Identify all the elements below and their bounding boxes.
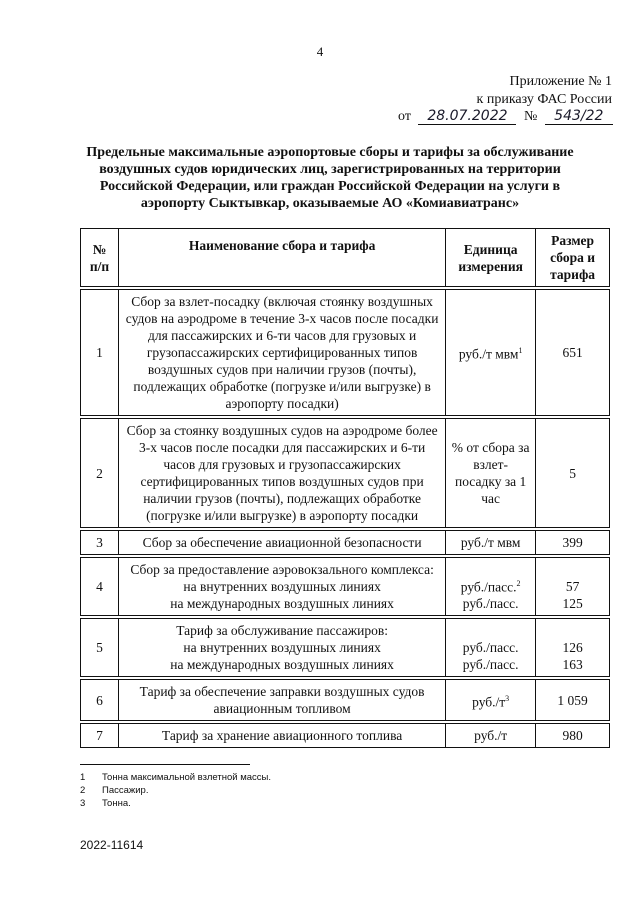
footnote-ref: 1: [518, 346, 523, 356]
unit-text: руб./пасс.: [460, 579, 517, 594]
row-unit: % от сбора за взлет-посадку за 1 час: [446, 419, 536, 528]
row-name: [119, 558, 446, 616]
tariff-table: [80, 228, 610, 748]
order-date-number: [398, 109, 613, 125]
footnote-mark: 1: [80, 772, 86, 783]
unit-text: руб./пасс.: [462, 640, 519, 655]
row-name: Сбор за стоянку воздушных судов на аэродроме более 3-х часов после посадки для пассажирских и 6-ти часов для грузовых и грузопассажирских сертифицированных типов воздушных судов при наличии грузов (почты), подлежащих обработке (погрузке и/или выгрузке) в аэропорту посадки: [119, 419, 446, 528]
appendix-order-ref: к приказу ФАС России: [476, 92, 612, 107]
row-unit: [446, 558, 536, 616]
row-value: 651: [536, 290, 610, 416]
table-row: [81, 558, 610, 616]
appendix-header: [352, 73, 612, 109]
footnote-ref: 3: [505, 693, 510, 703]
unit-text: руб./пасс.: [462, 657, 519, 672]
footnote-ref: 2: [516, 578, 521, 588]
table-row: [81, 619, 610, 677]
unit-text: руб./пасс.: [462, 596, 519, 611]
row-value: [536, 558, 610, 616]
footnote-text: Тонна.: [102, 798, 131, 809]
handwritten-date: 28.07.2022: [418, 109, 516, 125]
header-num-line1: №: [92, 241, 107, 257]
table-row: [81, 290, 610, 416]
footnote: [80, 771, 271, 784]
row-value: 1 059: [536, 680, 610, 721]
footnote-mark: 2: [80, 785, 86, 796]
row-name-sub: на международных воздушных линиях: [170, 596, 394, 611]
value-text: 126: [562, 640, 583, 655]
table-row: [81, 680, 610, 721]
row-name: Тариф за обеспечение заправки воздушных судов авиационным топливом: [119, 680, 446, 721]
row-name: [119, 619, 446, 677]
table-header-row: [81, 229, 610, 287]
document-title: Предельные максимальные аэропортовые сборы и тарифы за обслуживание воздушных судов юридических лиц, зарегистрированных на территории Российской Федерации, или граждан Российской Федерации на услуги в аэропорту Сыктывкар, оказываемые АО «Комиавиатранс»: [86, 145, 574, 211]
value-text: 57: [565, 579, 580, 594]
row-name: Сбор за взлет-посадку (включая стоянку воздушных судов на аэродроме в течение 3-х часов после посадки для пассажирских и 6-ти часов для грузовых и грузопассажирских сертифицированных типов воздушных судов при наличии грузов (почты), подлежащих обработке (погрузке и/или выгрузке) в аэропорту посадки): [119, 290, 446, 416]
row-name-sub: на внутренних воздушных линиях: [183, 640, 381, 655]
row-name-sub: на международных воздушных линиях: [170, 657, 394, 672]
row-num: 2: [81, 419, 119, 528]
value-text: 163: [562, 657, 583, 672]
row-num: 7: [81, 724, 119, 748]
from-label: от: [398, 109, 411, 124]
header-size-line1: Размер: [551, 233, 595, 248]
row-value: 399: [536, 531, 610, 555]
footnote-divider: [80, 764, 250, 765]
row-num: 4: [81, 558, 119, 616]
footnotes: [80, 771, 271, 810]
row-name: Тариф за хранение авиационного топлива: [119, 724, 446, 748]
row-value: 5: [536, 419, 610, 528]
row-unit: [446, 619, 536, 677]
unit-text: руб./т мвм: [458, 346, 519, 362]
row-name-main: Сбор за предоставление аэровокзального комплекса:: [130, 562, 434, 577]
number-label: №: [523, 109, 538, 124]
document-code: 2022-11614: [80, 838, 144, 852]
row-num: 1: [81, 290, 119, 416]
handwritten-number: 543/22: [545, 109, 613, 125]
table-row: [81, 531, 610, 555]
row-unit: [446, 680, 536, 721]
row-unit: руб./т: [446, 724, 536, 748]
row-num: 6: [81, 680, 119, 721]
row-name-sub: на внутренних воздушных линиях: [183, 579, 381, 594]
footnote: [80, 797, 271, 810]
header-num: [81, 229, 119, 287]
row-name-main: Тариф за обслуживание пассажиров:: [176, 623, 388, 638]
header-size-line3: тарифа: [550, 267, 596, 282]
row-value: 980: [536, 724, 610, 748]
row-unit: руб./т мвм: [446, 531, 536, 555]
footnote-text: Пассажир.: [102, 785, 149, 796]
row-num: 3: [81, 531, 119, 555]
header-num-line2: п/п: [89, 258, 110, 274]
row-unit: [446, 290, 536, 416]
value-text: 125: [562, 596, 583, 611]
footnote: [80, 784, 271, 797]
page-number: 4: [316, 44, 324, 59]
row-num: 5: [81, 619, 119, 677]
unit-text: руб./т: [472, 694, 506, 710]
table-row: [81, 724, 610, 748]
header-unit-line1: Единица: [463, 241, 518, 257]
footnote-mark: 3: [80, 798, 86, 809]
header-size: [536, 229, 610, 287]
header-size-line2: сбора и: [550, 250, 596, 265]
header-unit-line2: измерения: [458, 258, 523, 274]
appendix-title: Приложение № 1: [509, 74, 612, 89]
footnote-text: Тонна максимальной взлетной массы.: [102, 772, 271, 783]
table-row: [81, 419, 610, 528]
header-name: Наименование сбора и тарифа: [119, 229, 446, 287]
header-unit: [446, 229, 536, 287]
row-value: [536, 619, 610, 677]
row-name: Сбор за обеспечение авиационной безопасности: [119, 531, 446, 555]
